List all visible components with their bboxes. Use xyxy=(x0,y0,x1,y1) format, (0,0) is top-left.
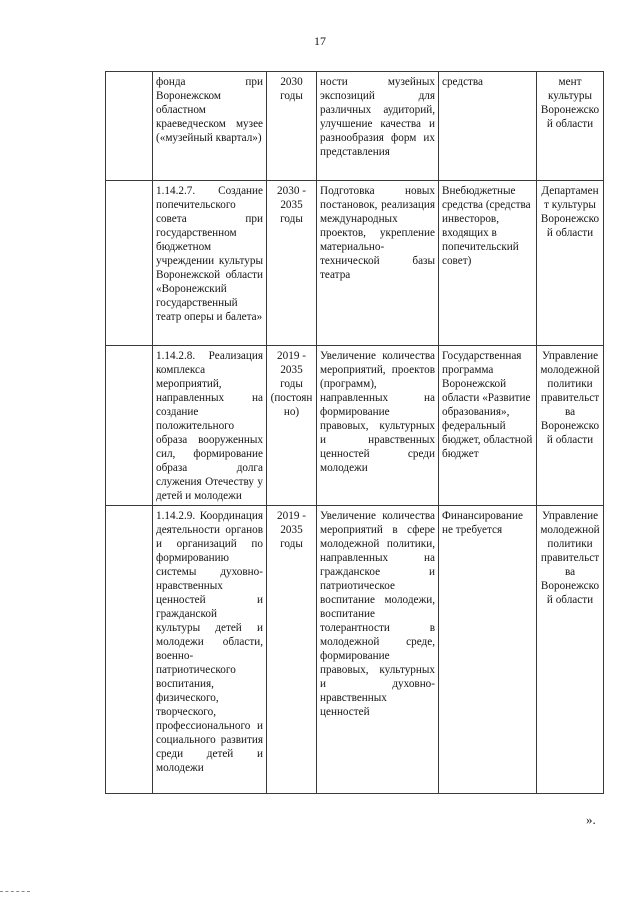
empty-cell xyxy=(106,506,153,794)
expected-result-cell: ности музейных экспозиций для различных аудиторий, улучшение качества и разнообразия форм их представления xyxy=(317,72,439,181)
expected-result-cell: Подготовка новых постановок, реализация международных проектов, укрепление материально-технической базы театра xyxy=(317,181,439,346)
expected-result-cell: Увеличение количества мероприятий в сфере молодежной политики, направленных на гражданское и патриотическое воспитание молодежи, воспитание толерантности в молодежной среде, формирование правовых, культурных и духовно-нравственных ценностей xyxy=(317,506,439,794)
funding-source-cell: Финансирование не требуется xyxy=(439,506,537,794)
term-cell: 2030 - 2035 годы xyxy=(267,181,317,346)
funding-source-cell: Государственная программа Воронежской области «Развитие образования», федеральный бюджет, областной бюджет xyxy=(439,346,537,506)
page-number: 17 xyxy=(314,34,326,48)
measure-name-cell: фонда при Воронежском областном краеведческом музее («музейный квартал») xyxy=(153,72,267,181)
expected-result-cell: Увеличение количества мероприятий, проектов (программ), направленных на формирование правовых, культурных и нравственных ценностей среди молодежи xyxy=(317,346,439,506)
executor-cell: Департамент культуры Воронежской области xyxy=(537,181,604,346)
empty-cell xyxy=(106,72,153,181)
executor-cell: Управление молодежной политики правительства Воронежской области xyxy=(537,346,604,506)
table-row xyxy=(106,346,604,506)
table-row xyxy=(106,506,604,794)
executor-cell: Управление молодежной политики правительства Воронежской области xyxy=(537,506,604,794)
term-cell: 2030 годы xyxy=(267,72,317,181)
measure-name-cell: 1.14.2.7. Создание попечительского совета при государственном бюджетном учреждении культуры Воронежской области «Воронежский государственный театр оперы и балета» xyxy=(153,181,267,346)
closing-quote-mark: ». xyxy=(586,812,596,827)
measure-name-cell: 1.14.2.8. Реализация комплекса мероприятий, направленных на создание положительного образа вооруженных сил, формирование образа долга служения Отечеству у детей и молодежи xyxy=(153,346,267,506)
measure-name-cell: 1.14.2.9. Координация деятельности органов и организаций по формированию системы духовно-нравственных ценностей и гражданской культуры детей и молодежи области, военно-патриотического воспитания, физического, творческого, профессионального и социального развития среди детей и молодежи xyxy=(153,506,267,794)
measures-table xyxy=(105,71,604,794)
empty-cell xyxy=(106,181,153,346)
empty-cell xyxy=(106,346,153,506)
executor-cell: мент культуры Воронежской области xyxy=(537,72,604,181)
term-cell: 2019 - 2035 годы xyxy=(267,506,317,794)
funding-source-cell: Внебюджетные средства (средства инвесторов, входящих в попечительский совет) xyxy=(439,181,537,346)
term-cell: 2019 - 2035 годы (постоянно) xyxy=(267,346,317,506)
funding-source-cell: средства xyxy=(439,72,537,181)
scan-corner-mark xyxy=(0,891,30,893)
table-row xyxy=(106,181,604,346)
table-row xyxy=(106,72,604,181)
